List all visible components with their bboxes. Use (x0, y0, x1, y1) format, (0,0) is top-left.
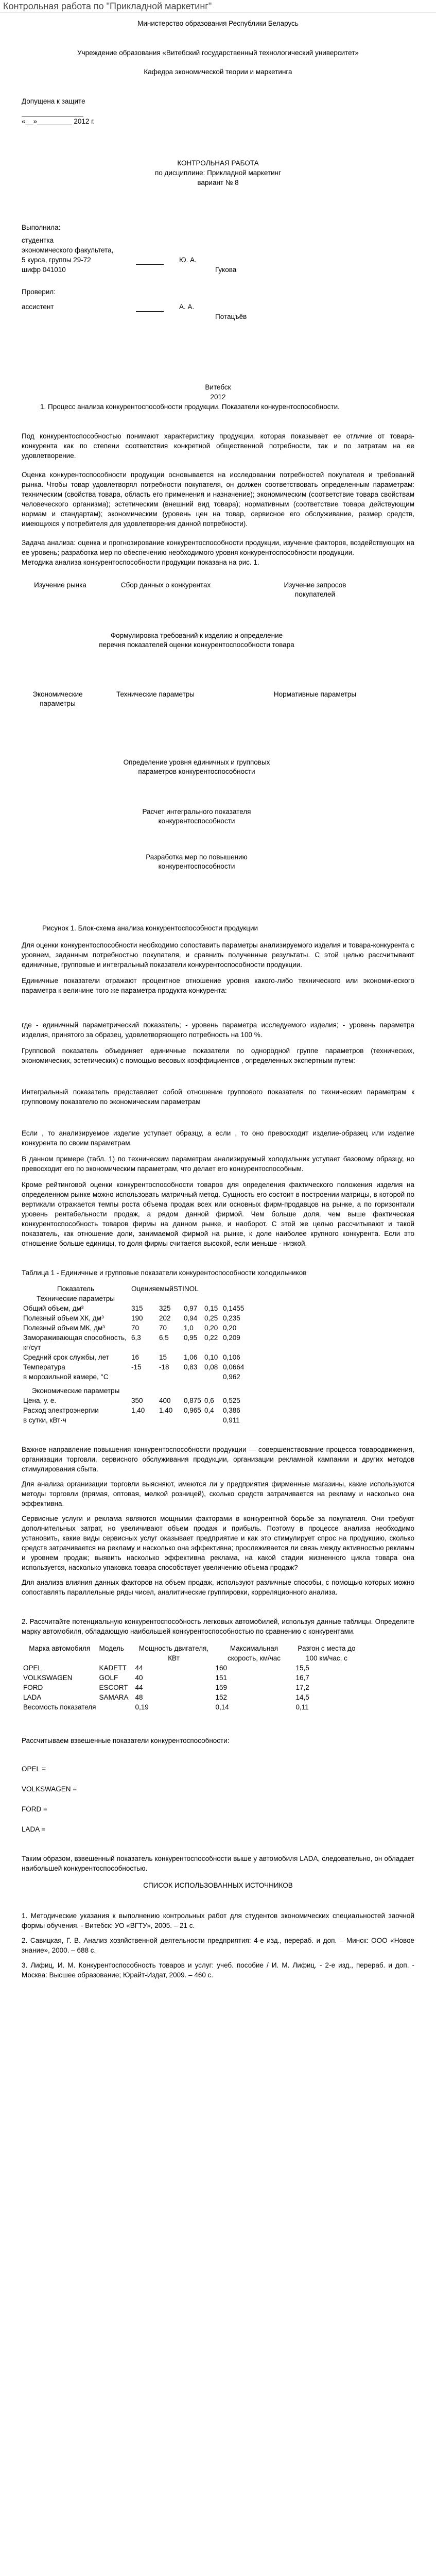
table-cell: 159 (215, 1684, 228, 1691)
signature-blank (22, 106, 414, 116)
figure-caption: Рисунок 1. Блок-схема анализа конкурентоспособности продукции (42, 924, 258, 932)
document-title: Контрольная работа по "Прикладной маркетинг" (3, 1, 212, 11)
table-cell: 70 (131, 1324, 139, 1332)
admit-line: Допущена к защите (22, 97, 85, 105)
ministry-line: Министерство образования Республики Беларусь (137, 20, 299, 27)
table-cell: 350 (131, 1397, 143, 1404)
table-cell: Общий объем, дм³ (23, 1304, 84, 1312)
table-cell: 0,11 (295, 1703, 309, 1711)
table-cell: 40 (135, 1674, 143, 1682)
student-line-2: экономического факультета, (22, 246, 114, 254)
table-cell: 0,20 (223, 1324, 237, 1332)
table-cell: 0,14 (215, 1703, 229, 1711)
formula-explanation: где - единичный параметрический показатель; - уровень параметра исследуемого изделия; - уровень параметра изделия, принятого за образец, удовлетворяющего потребность на 100 %. (22, 1021, 414, 1039)
calc-row: OPEL = (22, 1765, 46, 1773)
student-surname: Гукова (215, 266, 237, 274)
paragraph: Кроме рейтинговой оценки конкурентоспособности товаров для определения фактического положения изделия на определенном рынке можно использовать матричный метод. Сущность его состоит в построении матрицы, в которой по вертикали отражается темпы роста объема продаж всех или основных фирм-продавцов на рынке, а по горизонтали уровень рентабельности продаж, а рядом данной фирмой. Чем больше доля, чем выше фактическая конкурентоспособность товаров фирмы на данном рынке, и наоборот. С этой же целью рассчитывают и такой показатель, как отношение доли, занимаемой фирмой на рынке, к доле наиболее крупного конкурента. Если это отношение больше единицы, то доля фирмы считается высокой, если меньше - низкой. (22, 1181, 414, 1247)
table-cell: GOLF (99, 1674, 118, 1682)
table-cell (158, 1372, 182, 1382)
table-cell: Цена, у. е. (23, 1397, 57, 1404)
table-cell (98, 1702, 134, 1712)
document-page (22, 13, 414, 1980)
table-cell: 15 (159, 1353, 167, 1361)
table-cell (182, 1343, 203, 1352)
paragraph: В данном примере (табл. 1) по техническим параметрам анализируемый холодильник уступает базовому образцу, но превосходит его по экономическим параметрам, что делает его конкурентоспособным. (22, 1155, 414, 1173)
table-cell: 15,5 (295, 1664, 309, 1672)
table-cell: 6,5 (159, 1334, 169, 1342)
table-cell (203, 1415, 221, 1425)
table-cell: 0,94 (184, 1314, 198, 1322)
table-row (22, 1405, 248, 1415)
student-line-1: студентка (22, 236, 54, 244)
table-cell (203, 1372, 221, 1382)
table-cell: SAMARA (99, 1693, 129, 1701)
table-cell: 0,911 (223, 1416, 240, 1424)
table-cell: ESCORT (99, 1684, 128, 1691)
table-cell: 160 (215, 1664, 228, 1672)
paragraph: Под конкурентоспособностью понимают характеристику продукции, которая показывает ее отличие от товара-конкурента как по степени соответствия конкретной общественной потребности, так и по затратам на ее удовлетворение. (22, 432, 414, 460)
table-cell: 0,6 (204, 1397, 214, 1404)
table-cell (221, 1343, 248, 1352)
table-cell: 0,20 (204, 1324, 218, 1332)
table-cell: 0,97 (184, 1304, 198, 1312)
table-cell (158, 1343, 182, 1352)
table-cell: 315 (131, 1304, 143, 1312)
paragraph: Важное направление повышения конкурентоспособности продукции — совершенствование процесса товародвижения, организации торговли, сервисного обслуживания продукции, организации рекламной кампании и других методов стимулирования сбыта. (22, 1446, 414, 1473)
table-cell: 6,3 (131, 1334, 141, 1342)
table-cell: 0,22 (204, 1334, 218, 1342)
table-row (22, 1372, 248, 1382)
conclusion: Таким образом, взвешенный показатель конкурентоспособности выше у автомобиля LADA, следовательно, он обладает наибольшей конкурентоспособностью. (22, 1855, 414, 1872)
signature-line (136, 302, 164, 312)
levels-box: Определение уровня единичных и групповых параметров конкурентоспособности (123, 758, 270, 775)
table-cell (182, 1372, 203, 1382)
table1-caption: Таблица 1 - Единичные и групповые показатели конкурентоспособности холодильников (22, 1269, 307, 1277)
table-header-row: Показатель ОценияемыйSTINOL (57, 1285, 199, 1293)
table-row (22, 1673, 359, 1683)
table-row (22, 1415, 248, 1425)
table-row (22, 1663, 359, 1673)
table-header-row: Марка автомобиля Модель Мощность двигателя, КВт Максимальная скорость, км/час Разгон с места до 100 км/час, с (29, 1645, 356, 1662)
table-cell: Полезный объем МК, дм³ (23, 1324, 105, 1332)
table-cell: 0,209 (223, 1334, 240, 1342)
economic-params-box: Экономические параметры (32, 690, 83, 707)
calc-row: VOLKSWAGEN = (22, 1785, 77, 1793)
table-cell: 0,525 (223, 1397, 240, 1404)
customer-requests-box: Изучение запросов покупателей (284, 581, 346, 598)
table-cell: 0,25 (204, 1314, 218, 1322)
paragraph: Интегральный показатель представляет собой отношение группового показателя по техническим параметрам к групповому показателю по экономическим параметрам (22, 1088, 414, 1106)
variant-line: вариант № 8 (197, 179, 239, 187)
table-cell: -15 (131, 1363, 142, 1371)
measures-box: Разработка мер по повышению конкурентоспособности (146, 853, 248, 870)
table-cell: 44 (135, 1684, 143, 1691)
work-title: КОНТРОЛЬНАЯ РАБОТА (177, 159, 259, 167)
city-line: Витебск (205, 383, 231, 391)
paragraph: Методика анализа конкурентоспособности продукции показана на рис. 1. (22, 558, 259, 566)
table-cell: 0,106 (223, 1353, 240, 1361)
table-cell: 0,386 (223, 1406, 240, 1414)
normative-params-box: Нормативные параметры (273, 690, 357, 698)
calc-title: Рассчитываем взвешенные показатели конкурентоспособности: (22, 1737, 230, 1744)
admit-date: «__»_________ 2012 г. (22, 117, 95, 125)
table-row (22, 1683, 359, 1692)
paragraph: Оценка конкурентоспособности продукции основывается на исследовании потребностей покупателя и требований рынка. Чтобы товар удовлетворял потребности покупателя, он должен соответствовать определенным параметрам: техническим (свойства товара, область его применения и назначение); экономическим (соответствие товара свойствам человеческого организма); эстетическим (внешний вид товара); нормативным (соответствие товара действующим нормам и стандартам); экономическим (уровень цен на товар, сервисное его обслуживание, размер средств, имеющихся у потребителя для удовлетворения данной потребности). (22, 471, 414, 528)
table-cell (203, 1343, 221, 1352)
table-cell: 17,2 (295, 1684, 309, 1691)
table-cell: 1,40 (131, 1406, 145, 1414)
table-cell: 0,15 (204, 1304, 218, 1312)
table-cell: в сутки, кВт·ч (23, 1416, 66, 1424)
sources-title: СПИСОК ИСПОЛЬЗОВАННЫХ ИСТОЧНИКОВ (143, 1882, 293, 1889)
table-cell: 0,0664 (223, 1363, 245, 1371)
table-cell: KADETT (99, 1664, 127, 1672)
table-cell: 0,10 (204, 1353, 218, 1361)
indicators-table (22, 1284, 248, 1425)
table-cell: 0,83 (184, 1363, 198, 1371)
table-row (22, 1396, 248, 1405)
table-cell: 325 (159, 1304, 171, 1312)
table-cell: OPEL (23, 1664, 42, 1672)
paragraph: Групповой показатель объединяет единичные показатели по однородной группе параметров (технических, экономических, эстетических) с помощью весовых коэффициентов , определенных экспертным путем: (22, 1047, 414, 1064)
paragraph: Задача анализа: оценка и прогнозирование конкурентоспособности продукции, изучение факторов, воздействующих на ее уровень; разработка мер по обеспечению необходимого уровня конкурентоспособности продукции. (22, 539, 414, 556)
calc-row: LADA = (22, 1825, 46, 1833)
source-item: 2. Савицкая, Г. В. Анализ хозяйственной деятельности предприятия: 4-е изд., перераб. и доп. – Минск: ООО «Новое знание», 2000. – 688 с. (22, 1937, 414, 1954)
source-item: 1. Методические указания к выполнению контрольных работ для студентов экономических специальностей заочной формы обучения. - Витебск: УО «ВГТУ», 2005. – 21 с. (22, 1912, 414, 1929)
year-line: 2012 (210, 393, 226, 401)
table-cell: 48 (135, 1693, 143, 1701)
paragraph: Для оценки конкурентоспособности необходимо сопоставить параметры анализируемого изделия и товара-конкурента с уровнем, заданным потребностью покупателя, и сравнить полученные результаты. С этой целью рассчитывают единичные, групповые и интегральный показатели конкурентоспособности продукции. (22, 941, 414, 969)
paragraph: Если , то анализируемое изделие уступает образцу, а если , то оно превосходит изделие-образец или изделие конкурента по своим параметрам. (22, 1129, 414, 1147)
performed-label: Выполнила: (22, 224, 61, 231)
table-cell: 0,962 (223, 1373, 240, 1381)
table-row (22, 1323, 248, 1333)
table-cell: 16 (131, 1353, 139, 1361)
integral-box: Расчет интегрального показателя конкурентоспособности (142, 808, 251, 825)
table-cell: -18 (159, 1363, 169, 1371)
table-cell: 152 (215, 1693, 228, 1701)
table-cell: кг/сут (23, 1344, 41, 1351)
discipline-line: по дисциплине: Прикладной маркетинг (154, 169, 282, 177)
table-cell: 0,19 (135, 1703, 149, 1711)
paragraph: Для анализа организации торговли выясняют, имеются ли у предприятия фирменные магазины, какие используются методы торговли (прямая, оптовая, мелкой розницей), сколько средств затрачивается на рекламу и насколько она эффективна. (22, 1480, 414, 1507)
calc-row: FORD = (22, 1805, 47, 1813)
table-cell: 0,95 (184, 1334, 198, 1342)
table-cell (130, 1372, 158, 1382)
signature-line (136, 255, 164, 265)
checked-label: Проверил: (22, 288, 56, 296)
technical-params-box: Технические параметры (116, 690, 195, 698)
table-cell: 1,0 (184, 1324, 194, 1332)
section2-title: 2. Рассчитайте потенциальную конкурентоспособность легковых автомобилей, используя данные таблицы. Определите марку автомобиля, обладающую наибольшей конкурентоспособностью по сравнению с конкурентами. (22, 1618, 414, 1635)
institution-line: Учреждение образования «Витебский государственный технологический университет» (77, 49, 359, 57)
source-item: 3. Лифиц, И. М. Конкурентоспособность товаров и услуг: учеб. пособие / И. М. Лифиц. - 2-е изд., перераб. и доп. - Москва: Высшее образование; Юрайт-Издат, 2009. – 460 с. (22, 1961, 414, 1979)
table-cell: 44 (135, 1664, 143, 1672)
table-cell (130, 1415, 158, 1425)
table-cell: 0,965 (184, 1406, 201, 1414)
table-row (22, 1692, 359, 1702)
table-cell: 14,5 (295, 1693, 309, 1701)
department-line: Кафедра экономической теории и маркетинга (144, 68, 292, 76)
table-row (22, 1702, 359, 1712)
table-cell: в морозильной камере, °С (23, 1373, 109, 1381)
table-row (22, 1303, 248, 1313)
table-cell: 70 (159, 1324, 167, 1332)
table-cell: Замораживающая способность, (23, 1334, 127, 1342)
table-cell: 202 (159, 1314, 171, 1322)
formulation-box: Формулировка требований к изделию и определение перечня показателей оценки конкурентоспособности товара (99, 632, 294, 649)
table-cell: Средний срок службы, лет (23, 1353, 109, 1361)
paragraph: Для анализа влияния данных факторов на объем продаж, используют различные способы, с помощью которых можно сопоставлять параллельные ряды чисел, аналитические группировки, корреляционного анализа. (22, 1579, 414, 1596)
student-code-row: шифр 041010 Гукова (22, 266, 237, 274)
table-cell (182, 1415, 203, 1425)
table-cell: Расход электроэнергии (23, 1406, 99, 1414)
study-market-box: Изучение рынка (34, 581, 86, 589)
table-cell: FORD (23, 1684, 43, 1691)
analysis-flowchart (22, 573, 414, 965)
student-signature-row: 5 курса, группы 29-72 Ю. А. (22, 256, 197, 264)
table-cell: 0,08 (204, 1363, 218, 1371)
table-cell: 0,1455 (223, 1304, 245, 1312)
table-cell: 0,4 (204, 1406, 214, 1414)
group-label: Технические параметры (36, 1295, 115, 1302)
table-cell: VOLKSWAGEN (23, 1674, 73, 1682)
table-cell: 190 (131, 1314, 143, 1322)
table-cell: 1,06 (184, 1353, 198, 1361)
paragraph: Сервисные услуги и реклама являются мощными факторами в конкурентной борьбе за покупателя. Они требуют дополнительных затрат, но увеличивают объем продаж и прибыль. Поэтому в процессе анализа необходимо установить, какие виды сервисных услуг оказывает предприятие и как это стимулирует спрос на продукцию, сколько средств затрачивается на рекламу и насколько она эффективна; прослеживается ли связь между активностью рекламы и уровнем продаж; выявить насколько эффективна реклама, на какой стадии жизненного цикла товара она используется, насколько упаковка товара способствует увеличению объема продаж? (22, 1515, 414, 1571)
table-cell: 16,7 (295, 1674, 309, 1682)
table-cell: LADA (23, 1693, 42, 1701)
table-cell: Весомость показателя (23, 1703, 96, 1711)
table-row (22, 1343, 248, 1352)
document-header-bar (0, 0, 436, 13)
table-row (22, 1313, 248, 1323)
table-cell: 1,40 (159, 1406, 173, 1414)
table-row (22, 1362, 248, 1372)
group-label: Экономические параметры (31, 1387, 120, 1395)
checker-surname: Потацъёв (215, 313, 247, 320)
paragraph: Единичные показатели отражают процентное отношение уровня какого-либо технического или экономического параметра к величине того же параметра продукта-конкурента: (22, 977, 414, 994)
table-cell: 400 (159, 1397, 171, 1404)
competitor-data-box: Сбор данных о конкурентах (120, 581, 211, 589)
table-row (22, 1352, 248, 1362)
table-cell: 151 (215, 1674, 228, 1682)
section1-title: 1. Процесс анализа конкурентоспособности продукции. Показатели конкурентоспособности. (40, 403, 340, 411)
cars-table (22, 1643, 359, 1712)
table-cell (158, 1415, 182, 1425)
table-row (22, 1333, 248, 1343)
table-cell: Полезный объем ХК, дм³ (23, 1314, 104, 1322)
checker-signature-row: ассистент А. А. (22, 303, 195, 311)
table-cell (130, 1343, 158, 1352)
table-cell: 0,875 (184, 1397, 201, 1404)
table-cell: 0,235 (223, 1314, 240, 1322)
table-cell: Температура (23, 1363, 65, 1371)
